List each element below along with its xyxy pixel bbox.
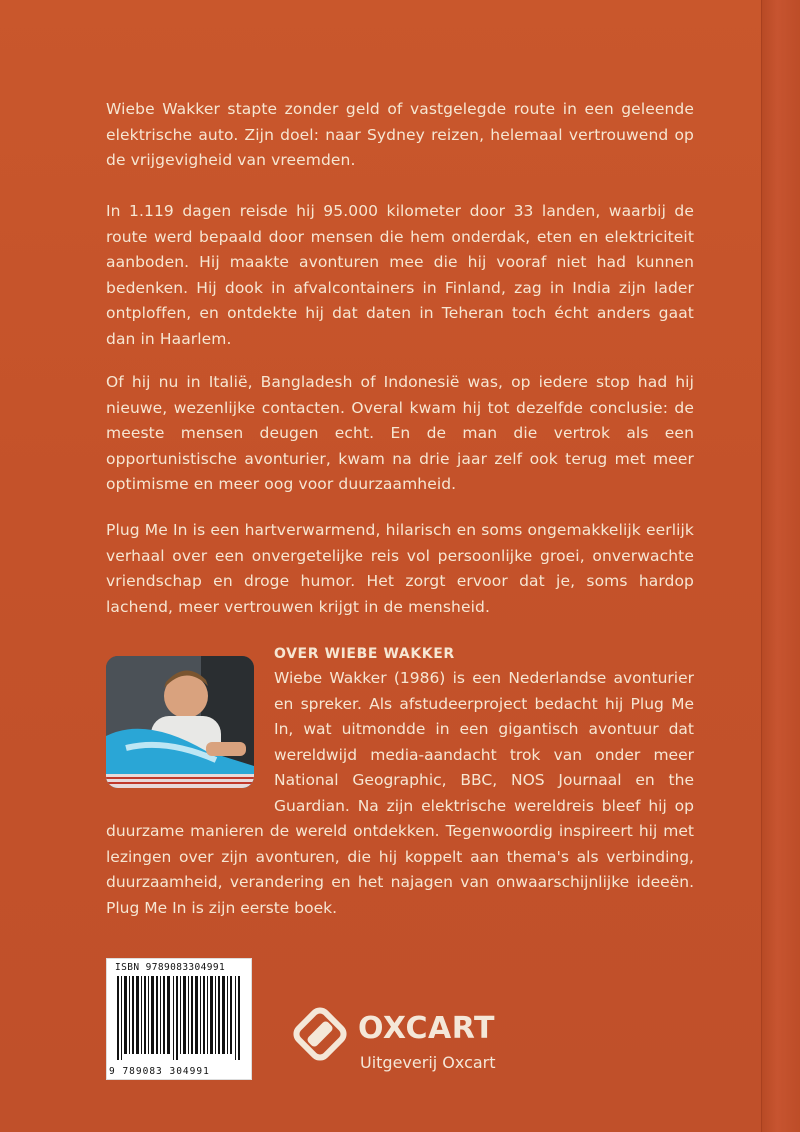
isbn-label: ISBN 9789083304991 — [115, 962, 226, 973]
about-author-text — [106, 666, 694, 921]
book-spine — [761, 0, 800, 1132]
blurb-paragraph-1: Wiebe Wakker stapte zonder geld of vastgelegde route in een geleende elektrische auto. Zijn doel: naar Sydney reizen, helemaal vertrouwend op de vrijgevigheid van vreemden. — [106, 100, 694, 169]
isbn-barcode — [106, 958, 252, 1080]
about-author-heading: OVER WIEBE WAKKER — [274, 646, 455, 662]
publisher-subtitle: Uitgeverij Oxcart — [360, 1053, 496, 1072]
oxcart-logo-icon — [292, 1006, 348, 1062]
blurb-paragraph-3: Of hij nu in Italië, Bangladesh of Indonesië was, op iedere stop had hij nieuwe, wezenlijke contacten. Overal kwam hij tot dezelfde conclusie: de meeste mensen deugen echt. En de man die vertrok als een opportunistische avonturier, kwam na drie jaar zelf ook terug met meer optimisme en meer oog voor duurzaamheid. — [106, 373, 694, 493]
about-author-body: Wiebe Wakker (1986) is een Nederlandse avonturier en spreker. Als afstudeerproject bedacht hij Plug Me In, wat uitmondde in een gigantisch avontuur dat wereldwijd media-aandacht trok van onder meer National Geographic, BBC, NOS Journaal en the Guardian. Na zijn elektrische wereldreis bleef hij op duurzame manieren de wereld ontdekken. Tegenwoordig inspireert hij met lezingen over zijn avonturen, die hij koppelt aan thema's als verbinding, duurzaamheid, verandering en het najagen van onwaarschijnlijke ideeën. Plug Me In is zijn eerste boek. — [106, 669, 694, 917]
barcode-bars — [117, 976, 241, 1060]
photo-spacer — [106, 666, 274, 794]
publisher-name: OXCART — [358, 1011, 495, 1046]
barcode-digits: 9 789083 304991 — [109, 1066, 210, 1077]
blurb-paragraph-4: Plug Me In is een hartverwarmend, hilarisch en soms ongemakkelijk eerlijk verhaal over een onvergetelijke reis vol persoonlijke groei, onverwachte vriendschap en droge humor. Het zorgt ervoor dat je, soms hardop lachend, meer vertrouwen krijgt in de mensheid. — [106, 521, 694, 616]
blurb-paragraph-2: In 1.119 dagen reisde hij 95.000 kilometer door 33 landen, waarbij de route werd bepaald door mensen die hem onderdak, eten en elektriciteit aanboden. Hij maakte avonturen mee die hij vooraf niet had kunnen bedenken. Hij dook in afvalcontainers in Finland, zag in India zijn lader ontploffen, en ontdekte hij dat daten in Teheran toch écht anders gaat dan in Haarlem. — [106, 202, 694, 348]
